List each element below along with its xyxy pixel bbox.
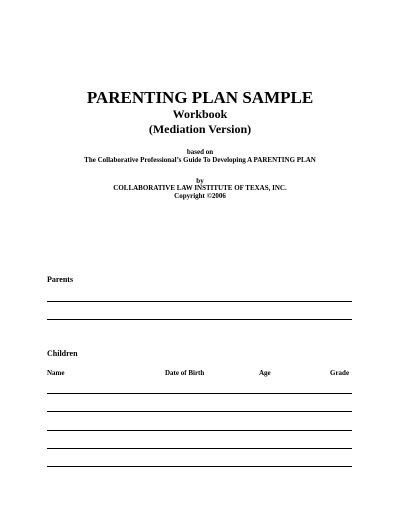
institute-name: COLLABORATIVE LAW INSTITUTE OF TEXAS, INC. — [113, 184, 287, 192]
column-header-name: Name — [47, 369, 65, 377]
children-line-1[interactable] — [47, 393, 352, 394]
children-line-4[interactable] — [47, 448, 352, 449]
column-header-grade: Grade — [330, 369, 350, 377]
children-label: Children — [47, 349, 78, 358]
column-header-date-of-birth: Date of Birth — [165, 369, 205, 377]
guide-title: The Collaborative Professional’s Guide To Developing A PARENTING PLAN — [84, 156, 316, 164]
copyright-text: Copyright ©2006 — [174, 192, 226, 200]
document-title: PARENTING PLAN SAMPLE — [86, 88, 314, 107]
parents-line-1[interactable] — [47, 301, 352, 302]
children-line-5[interactable] — [47, 466, 352, 467]
parents-label: Parents — [47, 275, 74, 284]
based-on-text: based on — [186, 148, 214, 156]
document-subtitle-workbook: Workbook — [172, 107, 228, 121]
document-subtitle-version: (Mediation Version) — [148, 122, 252, 136]
children-line-3[interactable] — [47, 430, 352, 431]
by-text: by — [196, 177, 204, 185]
children-line-2[interactable] — [47, 411, 352, 412]
column-header-age: Age — [259, 369, 271, 377]
parents-line-2[interactable] — [47, 319, 352, 320]
